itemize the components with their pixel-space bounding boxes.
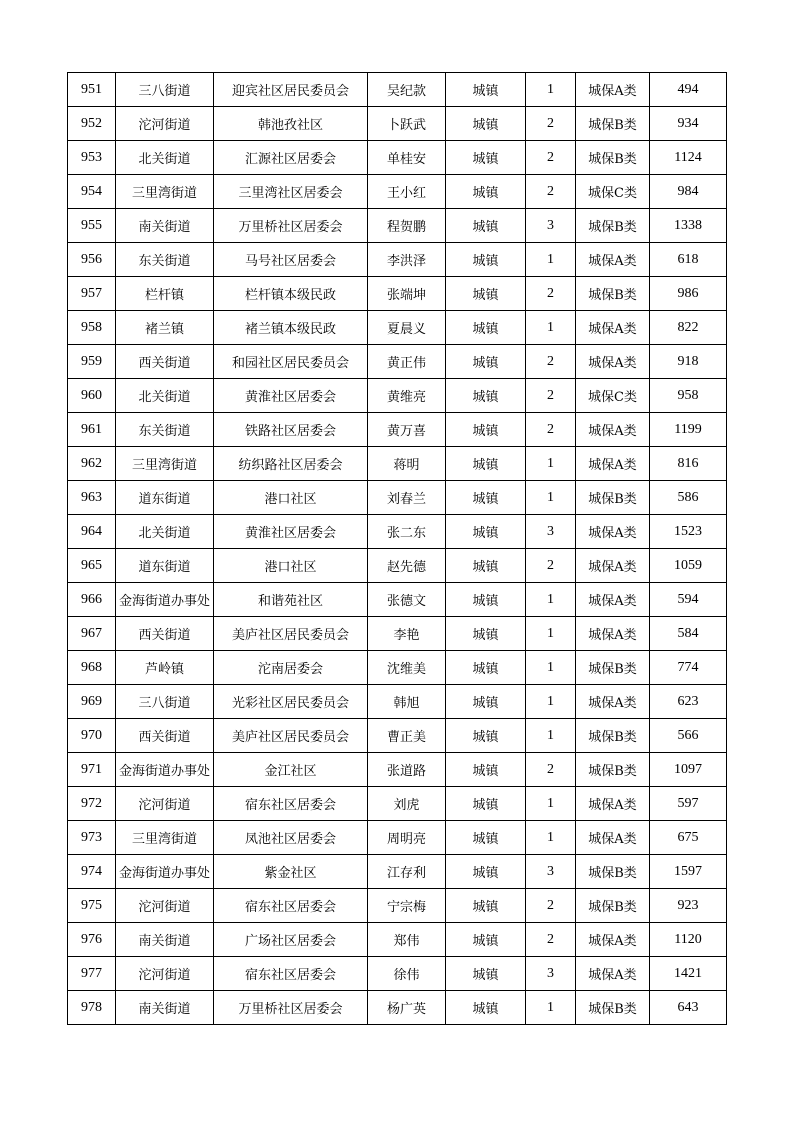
name-cell: 夏晨义 — [368, 311, 446, 345]
table-row — [68, 855, 727, 889]
serial-cell: 954 — [68, 175, 116, 209]
category-cell: 城保A类 — [576, 617, 650, 651]
area-type-cell: 城镇 — [446, 243, 526, 277]
name-cell: 单桂安 — [368, 141, 446, 175]
serial-cell: 967 — [68, 617, 116, 651]
name-cell: 沈维美 — [368, 651, 446, 685]
street-cell: 三里湾街道 — [116, 175, 214, 209]
community-cell: 美庐社区居民委员会 — [214, 719, 368, 753]
table-row — [68, 345, 727, 379]
area-type-cell: 城镇 — [446, 889, 526, 923]
category-cell: 城保A类 — [576, 923, 650, 957]
category-cell: 城保A类 — [576, 311, 650, 345]
name-cell: 吴纪款 — [368, 73, 446, 107]
category-cell: 城保B类 — [576, 277, 650, 311]
name-cell: 张道路 — [368, 753, 446, 787]
table-row — [68, 447, 727, 481]
household-size-cell: 2 — [526, 141, 576, 175]
category-cell: 城保A类 — [576, 957, 650, 991]
amount-cell: 675 — [650, 821, 727, 855]
street-cell: 西关街道 — [116, 719, 214, 753]
category-cell: 城保C类 — [576, 379, 650, 413]
area-type-cell: 城镇 — [446, 821, 526, 855]
name-cell: 刘虎 — [368, 787, 446, 821]
community-cell: 广场社区居委会 — [214, 923, 368, 957]
street-cell: 沱河街道 — [116, 957, 214, 991]
serial-cell: 965 — [68, 549, 116, 583]
name-cell: 卜跃武 — [368, 107, 446, 141]
amount-cell: 586 — [650, 481, 727, 515]
street-cell: 南关街道 — [116, 209, 214, 243]
category-cell: 城保B类 — [576, 753, 650, 787]
amount-cell: 934 — [650, 107, 727, 141]
street-cell: 西关街道 — [116, 617, 214, 651]
amount-cell: 1421 — [650, 957, 727, 991]
household-size-cell: 1 — [526, 719, 576, 753]
serial-cell: 974 — [68, 855, 116, 889]
street-cell: 南关街道 — [116, 923, 214, 957]
category-cell: 城保B类 — [576, 719, 650, 753]
table-row — [68, 787, 727, 821]
table-row — [68, 209, 727, 243]
serial-cell: 959 — [68, 345, 116, 379]
community-cell: 万里桥社区居委会 — [214, 991, 368, 1025]
area-type-cell: 城镇 — [446, 209, 526, 243]
serial-cell: 953 — [68, 141, 116, 175]
household-size-cell: 3 — [526, 855, 576, 889]
area-type-cell: 城镇 — [446, 787, 526, 821]
street-cell: 西关街道 — [116, 345, 214, 379]
category-cell: 城保B类 — [576, 481, 650, 515]
name-cell: 蒋明 — [368, 447, 446, 481]
category-cell: 城保A类 — [576, 413, 650, 447]
name-cell: 曹正美 — [368, 719, 446, 753]
serial-cell: 964 — [68, 515, 116, 549]
household-size-cell: 3 — [526, 957, 576, 991]
name-cell: 杨广英 — [368, 991, 446, 1025]
street-cell: 金海街道办事处 — [116, 583, 214, 617]
serial-cell: 956 — [68, 243, 116, 277]
community-cell: 栏杆镇本级民政 — [214, 277, 368, 311]
amount-cell: 494 — [650, 73, 727, 107]
area-type-cell: 城镇 — [446, 991, 526, 1025]
household-size-cell: 3 — [526, 209, 576, 243]
serial-cell: 957 — [68, 277, 116, 311]
household-size-cell: 1 — [526, 991, 576, 1025]
household-size-cell: 1 — [526, 311, 576, 345]
community-cell: 美庐社区居民委员会 — [214, 617, 368, 651]
table-row — [68, 73, 727, 107]
table-row — [68, 617, 727, 651]
category-cell: 城保A类 — [576, 583, 650, 617]
street-cell: 沱河街道 — [116, 107, 214, 141]
area-type-cell: 城镇 — [446, 413, 526, 447]
name-cell: 赵先德 — [368, 549, 446, 583]
community-cell: 黄淮社区居委会 — [214, 515, 368, 549]
community-cell: 三里湾社区居委会 — [214, 175, 368, 209]
table-row — [68, 889, 727, 923]
amount-cell: 816 — [650, 447, 727, 481]
household-size-cell: 2 — [526, 379, 576, 413]
serial-cell: 961 — [68, 413, 116, 447]
area-type-cell: 城镇 — [446, 73, 526, 107]
serial-cell: 960 — [68, 379, 116, 413]
table-row — [68, 413, 727, 447]
community-cell: 迎宾社区居民委员会 — [214, 73, 368, 107]
category-cell: 城保A类 — [576, 73, 650, 107]
household-size-cell: 2 — [526, 175, 576, 209]
table-row — [68, 515, 727, 549]
area-type-cell: 城镇 — [446, 549, 526, 583]
community-cell: 和园社区居民委员会 — [214, 345, 368, 379]
community-cell: 光彩社区居民委员会 — [214, 685, 368, 719]
table-row — [68, 311, 727, 345]
household-size-cell: 2 — [526, 277, 576, 311]
name-cell: 张端坤 — [368, 277, 446, 311]
area-type-cell: 城镇 — [446, 379, 526, 413]
name-cell: 黄万喜 — [368, 413, 446, 447]
serial-cell: 951 — [68, 73, 116, 107]
category-cell: 城保A类 — [576, 787, 650, 821]
table-row — [68, 379, 727, 413]
amount-cell: 597 — [650, 787, 727, 821]
street-cell: 褚兰镇 — [116, 311, 214, 345]
table-row — [68, 277, 727, 311]
household-size-cell: 2 — [526, 549, 576, 583]
category-cell: 城保B类 — [576, 209, 650, 243]
table-row — [68, 923, 727, 957]
area-type-cell: 城镇 — [446, 141, 526, 175]
street-cell: 三里湾街道 — [116, 821, 214, 855]
community-cell: 宿东社区居委会 — [214, 787, 368, 821]
serial-cell: 973 — [68, 821, 116, 855]
serial-cell: 971 — [68, 753, 116, 787]
area-type-cell: 城镇 — [446, 481, 526, 515]
community-cell: 宿东社区居委会 — [214, 889, 368, 923]
community-cell: 和谐苑社区 — [214, 583, 368, 617]
category-cell: 城保B类 — [576, 889, 650, 923]
serial-cell: 969 — [68, 685, 116, 719]
amount-cell: 822 — [650, 311, 727, 345]
table-row — [68, 753, 727, 787]
name-cell: 黄维亮 — [368, 379, 446, 413]
household-size-cell: 1 — [526, 583, 576, 617]
street-cell: 北关街道 — [116, 141, 214, 175]
community-cell: 汇源社区居委会 — [214, 141, 368, 175]
amount-cell: 923 — [650, 889, 727, 923]
street-cell: 金海街道办事处 — [116, 753, 214, 787]
area-type-cell: 城镇 — [446, 617, 526, 651]
community-cell: 沱南居委会 — [214, 651, 368, 685]
amount-cell: 774 — [650, 651, 727, 685]
table-row — [68, 685, 727, 719]
amount-cell: 1124 — [650, 141, 727, 175]
serial-cell: 976 — [68, 923, 116, 957]
household-size-cell: 1 — [526, 651, 576, 685]
community-cell: 韩池孜社区 — [214, 107, 368, 141]
street-cell: 道东街道 — [116, 549, 214, 583]
category-cell: 城保A类 — [576, 515, 650, 549]
serial-cell: 978 — [68, 991, 116, 1025]
table-row — [68, 141, 727, 175]
category-cell: 城保B类 — [576, 651, 650, 685]
amount-cell: 618 — [650, 243, 727, 277]
community-cell: 褚兰镇本级民政 — [214, 311, 368, 345]
community-cell: 黄淮社区居委会 — [214, 379, 368, 413]
street-cell: 道东街道 — [116, 481, 214, 515]
name-cell: 张二东 — [368, 515, 446, 549]
amount-cell: 1523 — [650, 515, 727, 549]
category-cell: 城保B类 — [576, 107, 650, 141]
category-cell: 城保C类 — [576, 175, 650, 209]
street-cell: 金海街道办事处 — [116, 855, 214, 889]
name-cell: 张德文 — [368, 583, 446, 617]
area-type-cell: 城镇 — [446, 583, 526, 617]
table-row — [68, 651, 727, 685]
serial-cell: 952 — [68, 107, 116, 141]
table-row — [68, 583, 727, 617]
street-cell: 三八街道 — [116, 685, 214, 719]
name-cell: 程贺鹏 — [368, 209, 446, 243]
community-cell: 港口社区 — [214, 481, 368, 515]
street-cell: 沱河街道 — [116, 889, 214, 923]
community-cell: 万里桥社区居委会 — [214, 209, 368, 243]
category-cell: 城保A类 — [576, 549, 650, 583]
amount-cell: 584 — [650, 617, 727, 651]
table-row — [68, 719, 727, 753]
amount-cell: 1097 — [650, 753, 727, 787]
table-row — [68, 175, 727, 209]
amount-cell: 958 — [650, 379, 727, 413]
household-size-cell: 2 — [526, 345, 576, 379]
category-cell: 城保A类 — [576, 447, 650, 481]
street-cell: 三八街道 — [116, 73, 214, 107]
community-cell: 宿东社区居委会 — [214, 957, 368, 991]
category-cell: 城保B类 — [576, 855, 650, 889]
area-type-cell: 城镇 — [446, 107, 526, 141]
amount-cell: 594 — [650, 583, 727, 617]
category-cell: 城保A类 — [576, 821, 650, 855]
serial-cell: 963 — [68, 481, 116, 515]
name-cell: 宁宗梅 — [368, 889, 446, 923]
household-size-cell: 2 — [526, 923, 576, 957]
serial-cell: 970 — [68, 719, 116, 753]
area-type-cell: 城镇 — [446, 277, 526, 311]
street-cell: 芦岭镇 — [116, 651, 214, 685]
area-type-cell: 城镇 — [446, 447, 526, 481]
serial-cell: 955 — [68, 209, 116, 243]
name-cell: 李洪泽 — [368, 243, 446, 277]
street-cell: 北关街道 — [116, 515, 214, 549]
street-cell: 南关街道 — [116, 991, 214, 1025]
category-cell: 城保A类 — [576, 243, 650, 277]
serial-cell: 972 — [68, 787, 116, 821]
table-row — [68, 957, 727, 991]
name-cell: 徐伟 — [368, 957, 446, 991]
serial-cell: 962 — [68, 447, 116, 481]
amount-cell: 1338 — [650, 209, 727, 243]
street-cell: 三里湾街道 — [116, 447, 214, 481]
name-cell: 王小红 — [368, 175, 446, 209]
serial-cell: 966 — [68, 583, 116, 617]
household-size-cell: 1 — [526, 787, 576, 821]
household-size-cell: 1 — [526, 447, 576, 481]
category-cell: 城保B类 — [576, 991, 650, 1025]
table-row — [68, 481, 727, 515]
area-type-cell: 城镇 — [446, 651, 526, 685]
household-size-cell: 1 — [526, 617, 576, 651]
street-cell: 栏杆镇 — [116, 277, 214, 311]
serial-cell: 958 — [68, 311, 116, 345]
category-cell: 城保A类 — [576, 345, 650, 379]
amount-cell: 623 — [650, 685, 727, 719]
table-row — [68, 991, 727, 1025]
household-size-cell: 1 — [526, 243, 576, 277]
community-cell: 马号社区居委会 — [214, 243, 368, 277]
community-cell: 金江社区 — [214, 753, 368, 787]
amount-cell: 1199 — [650, 413, 727, 447]
household-size-cell: 2 — [526, 753, 576, 787]
amount-cell: 918 — [650, 345, 727, 379]
area-type-cell: 城镇 — [446, 175, 526, 209]
community-cell: 铁路社区居委会 — [214, 413, 368, 447]
street-cell: 东关街道 — [116, 413, 214, 447]
area-type-cell: 城镇 — [446, 515, 526, 549]
household-size-cell: 1 — [526, 481, 576, 515]
area-type-cell: 城镇 — [446, 685, 526, 719]
household-size-cell: 2 — [526, 413, 576, 447]
area-type-cell: 城镇 — [446, 719, 526, 753]
name-cell: 周明亮 — [368, 821, 446, 855]
table-row — [68, 243, 727, 277]
roster-table-body — [68, 73, 727, 1025]
community-cell: 凤池社区居委会 — [214, 821, 368, 855]
community-cell: 紫金社区 — [214, 855, 368, 889]
household-size-cell: 1 — [526, 685, 576, 719]
street-cell: 沱河街道 — [116, 787, 214, 821]
serial-cell: 975 — [68, 889, 116, 923]
amount-cell: 984 — [650, 175, 727, 209]
category-cell: 城保B类 — [576, 141, 650, 175]
area-type-cell: 城镇 — [446, 923, 526, 957]
table-row — [68, 107, 727, 141]
community-cell: 纺织路社区居委会 — [214, 447, 368, 481]
table-row — [68, 821, 727, 855]
name-cell: 刘春兰 — [368, 481, 446, 515]
amount-cell: 986 — [650, 277, 727, 311]
name-cell: 郑伟 — [368, 923, 446, 957]
name-cell: 韩旭 — [368, 685, 446, 719]
serial-cell: 977 — [68, 957, 116, 991]
street-cell: 东关街道 — [116, 243, 214, 277]
roster-table — [67, 72, 727, 1025]
name-cell: 李艳 — [368, 617, 446, 651]
serial-cell: 968 — [68, 651, 116, 685]
amount-cell: 566 — [650, 719, 727, 753]
household-size-cell: 2 — [526, 889, 576, 923]
household-size-cell: 1 — [526, 73, 576, 107]
table-row — [68, 549, 727, 583]
category-cell: 城保A类 — [576, 685, 650, 719]
street-cell: 北关街道 — [116, 379, 214, 413]
amount-cell: 1120 — [650, 923, 727, 957]
area-type-cell: 城镇 — [446, 753, 526, 787]
household-size-cell: 3 — [526, 515, 576, 549]
amount-cell: 643 — [650, 991, 727, 1025]
area-type-cell: 城镇 — [446, 345, 526, 379]
area-type-cell: 城镇 — [446, 855, 526, 889]
area-type-cell: 城镇 — [446, 311, 526, 345]
amount-cell: 1597 — [650, 855, 727, 889]
household-size-cell: 2 — [526, 107, 576, 141]
community-cell: 港口社区 — [214, 549, 368, 583]
area-type-cell: 城镇 — [446, 957, 526, 991]
household-size-cell: 1 — [526, 821, 576, 855]
amount-cell: 1059 — [650, 549, 727, 583]
name-cell: 黄正伟 — [368, 345, 446, 379]
name-cell: 江存利 — [368, 855, 446, 889]
